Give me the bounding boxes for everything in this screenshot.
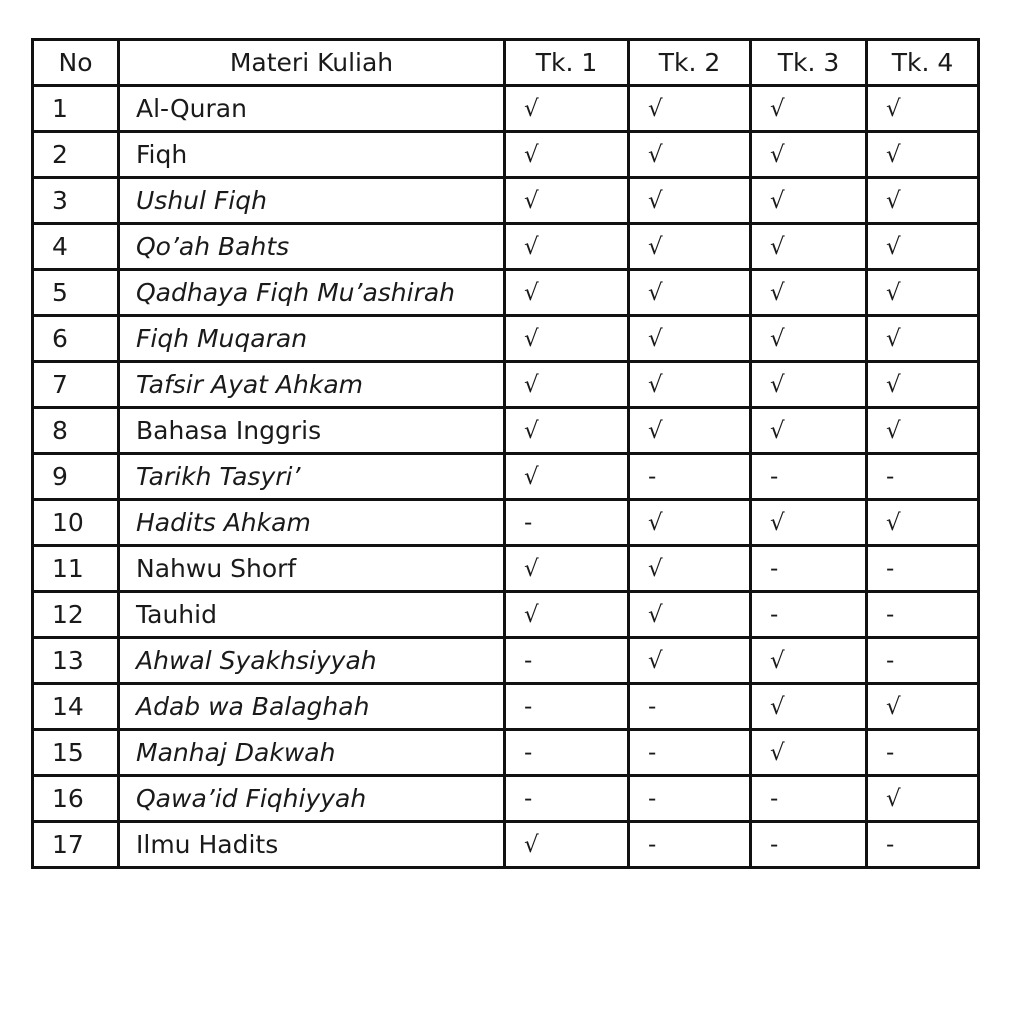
table-row xyxy=(33,684,979,730)
cell-tk3: - xyxy=(751,776,867,822)
cell-tk2: √ xyxy=(629,132,751,178)
cell-tk4: √ xyxy=(867,408,979,454)
header-tk1: Tk. 1 xyxy=(505,40,629,86)
cell-no: 3 xyxy=(33,178,119,224)
cell-materi-kuliah: Tafsir Ayat Ahkam xyxy=(119,362,505,408)
cell-tk3: - xyxy=(751,546,867,592)
cell-tk4: √ xyxy=(867,270,979,316)
cell-materi-kuliah: Adab wa Balaghah xyxy=(119,684,505,730)
table-row xyxy=(33,408,979,454)
table-row xyxy=(33,316,979,362)
table-header-row xyxy=(33,40,979,86)
cell-tk3: √ xyxy=(751,500,867,546)
cell-no: 13 xyxy=(33,638,119,684)
cell-tk1: √ xyxy=(505,224,629,270)
cell-materi-kuliah: Bahasa Inggris xyxy=(119,408,505,454)
header-no: No xyxy=(33,40,119,86)
cell-no: 4 xyxy=(33,224,119,270)
header-tk3: Tk. 3 xyxy=(751,40,867,86)
cell-tk1: √ xyxy=(505,546,629,592)
cell-tk3: √ xyxy=(751,178,867,224)
table-row xyxy=(33,178,979,224)
table-row xyxy=(33,592,979,638)
table-row xyxy=(33,776,979,822)
table-row xyxy=(33,546,979,592)
cell-tk1: √ xyxy=(505,454,629,500)
table-body xyxy=(33,86,979,868)
cell-tk3: √ xyxy=(751,132,867,178)
cell-tk1: - xyxy=(505,776,629,822)
cell-tk1: √ xyxy=(505,270,629,316)
cell-no: 9 xyxy=(33,454,119,500)
cell-tk4: √ xyxy=(867,224,979,270)
cell-no: 8 xyxy=(33,408,119,454)
cell-materi-kuliah: Qo’ah Bahts xyxy=(119,224,505,270)
table-row xyxy=(33,638,979,684)
cell-materi-kuliah: Tarikh Tasyri’ xyxy=(119,454,505,500)
cell-materi-kuliah: Ushul Fiqh xyxy=(119,178,505,224)
cell-tk3: √ xyxy=(751,408,867,454)
cell-materi-kuliah: Nahwu Shorf xyxy=(119,546,505,592)
header-tk4: Tk. 4 xyxy=(867,40,979,86)
cell-tk1: - xyxy=(505,638,629,684)
cell-tk2: √ xyxy=(629,500,751,546)
cell-materi-kuliah: Qadhaya Fiqh Mu’ashirah xyxy=(119,270,505,316)
cell-tk4: √ xyxy=(867,316,979,362)
cell-tk4: - xyxy=(867,638,979,684)
cell-no: 10 xyxy=(33,500,119,546)
cell-tk4: √ xyxy=(867,776,979,822)
cell-tk2: √ xyxy=(629,270,751,316)
cell-tk3: - xyxy=(751,592,867,638)
table-row xyxy=(33,822,979,868)
cell-tk4: √ xyxy=(867,178,979,224)
cell-tk3: √ xyxy=(751,86,867,132)
cell-no: 17 xyxy=(33,822,119,868)
cell-tk2: - xyxy=(629,730,751,776)
cell-tk1: √ xyxy=(505,822,629,868)
cell-tk2: √ xyxy=(629,224,751,270)
cell-tk4: √ xyxy=(867,132,979,178)
cell-tk3: √ xyxy=(751,224,867,270)
cell-tk4: - xyxy=(867,592,979,638)
cell-tk2: - xyxy=(629,822,751,868)
cell-materi-kuliah: Ilmu Hadits xyxy=(119,822,505,868)
cell-tk1: - xyxy=(505,500,629,546)
cell-materi-kuliah: Ahwal Syakhsiyyah xyxy=(119,638,505,684)
cell-materi-kuliah: Manhaj Dakwah xyxy=(119,730,505,776)
cell-tk2: √ xyxy=(629,316,751,362)
cell-materi-kuliah: Tauhid xyxy=(119,592,505,638)
cell-tk3: √ xyxy=(751,638,867,684)
cell-tk4: - xyxy=(867,730,979,776)
cell-tk1: √ xyxy=(505,592,629,638)
cell-no: 15 xyxy=(33,730,119,776)
cell-no: 16 xyxy=(33,776,119,822)
cell-tk4: - xyxy=(867,546,979,592)
cell-tk2: √ xyxy=(629,178,751,224)
cell-tk4: √ xyxy=(867,500,979,546)
cell-tk2: - xyxy=(629,454,751,500)
table-row xyxy=(33,132,979,178)
cell-tk3: √ xyxy=(751,362,867,408)
cell-tk3: √ xyxy=(751,316,867,362)
cell-tk1: - xyxy=(505,730,629,776)
cell-tk3: - xyxy=(751,454,867,500)
table-row xyxy=(33,362,979,408)
cell-tk1: √ xyxy=(505,178,629,224)
cell-tk1: - xyxy=(505,684,629,730)
cell-tk1: √ xyxy=(505,362,629,408)
cell-materi-kuliah: Fiqh xyxy=(119,132,505,178)
cell-tk1: √ xyxy=(505,408,629,454)
cell-tk2: - xyxy=(629,684,751,730)
table-row xyxy=(33,86,979,132)
cell-no: 11 xyxy=(33,546,119,592)
cell-tk2: - xyxy=(629,776,751,822)
curriculum-table xyxy=(31,38,980,869)
cell-tk2: √ xyxy=(629,408,751,454)
cell-materi-kuliah: Qawa’id Fiqhiyyah xyxy=(119,776,505,822)
cell-tk4: - xyxy=(867,822,979,868)
cell-materi-kuliah: Al-Quran xyxy=(119,86,505,132)
cell-tk3: √ xyxy=(751,730,867,776)
curriculum-table-container xyxy=(31,38,977,869)
cell-tk1: √ xyxy=(505,316,629,362)
cell-no: 14 xyxy=(33,684,119,730)
cell-tk2: √ xyxy=(629,86,751,132)
cell-tk2: √ xyxy=(629,546,751,592)
cell-no: 12 xyxy=(33,592,119,638)
cell-tk3: √ xyxy=(751,270,867,316)
cell-tk4: √ xyxy=(867,684,979,730)
header-materi-kuliah: Materi Kuliah xyxy=(119,40,505,86)
table-row xyxy=(33,224,979,270)
cell-tk1: √ xyxy=(505,132,629,178)
header-tk2: Tk. 2 xyxy=(629,40,751,86)
cell-tk3: - xyxy=(751,822,867,868)
cell-no: 6 xyxy=(33,316,119,362)
table-row xyxy=(33,730,979,776)
cell-tk4: - xyxy=(867,454,979,500)
table-row xyxy=(33,454,979,500)
cell-materi-kuliah: Hadits Ahkam xyxy=(119,500,505,546)
cell-tk2: √ xyxy=(629,592,751,638)
cell-no: 7 xyxy=(33,362,119,408)
cell-no: 5 xyxy=(33,270,119,316)
cell-tk3: √ xyxy=(751,684,867,730)
table-row xyxy=(33,270,979,316)
cell-tk4: √ xyxy=(867,362,979,408)
cell-materi-kuliah: Fiqh Muqaran xyxy=(119,316,505,362)
cell-tk4: √ xyxy=(867,86,979,132)
cell-no: 2 xyxy=(33,132,119,178)
cell-no: 1 xyxy=(33,86,119,132)
cell-tk2: √ xyxy=(629,638,751,684)
cell-tk1: √ xyxy=(505,86,629,132)
table-row xyxy=(33,500,979,546)
cell-tk2: √ xyxy=(629,362,751,408)
